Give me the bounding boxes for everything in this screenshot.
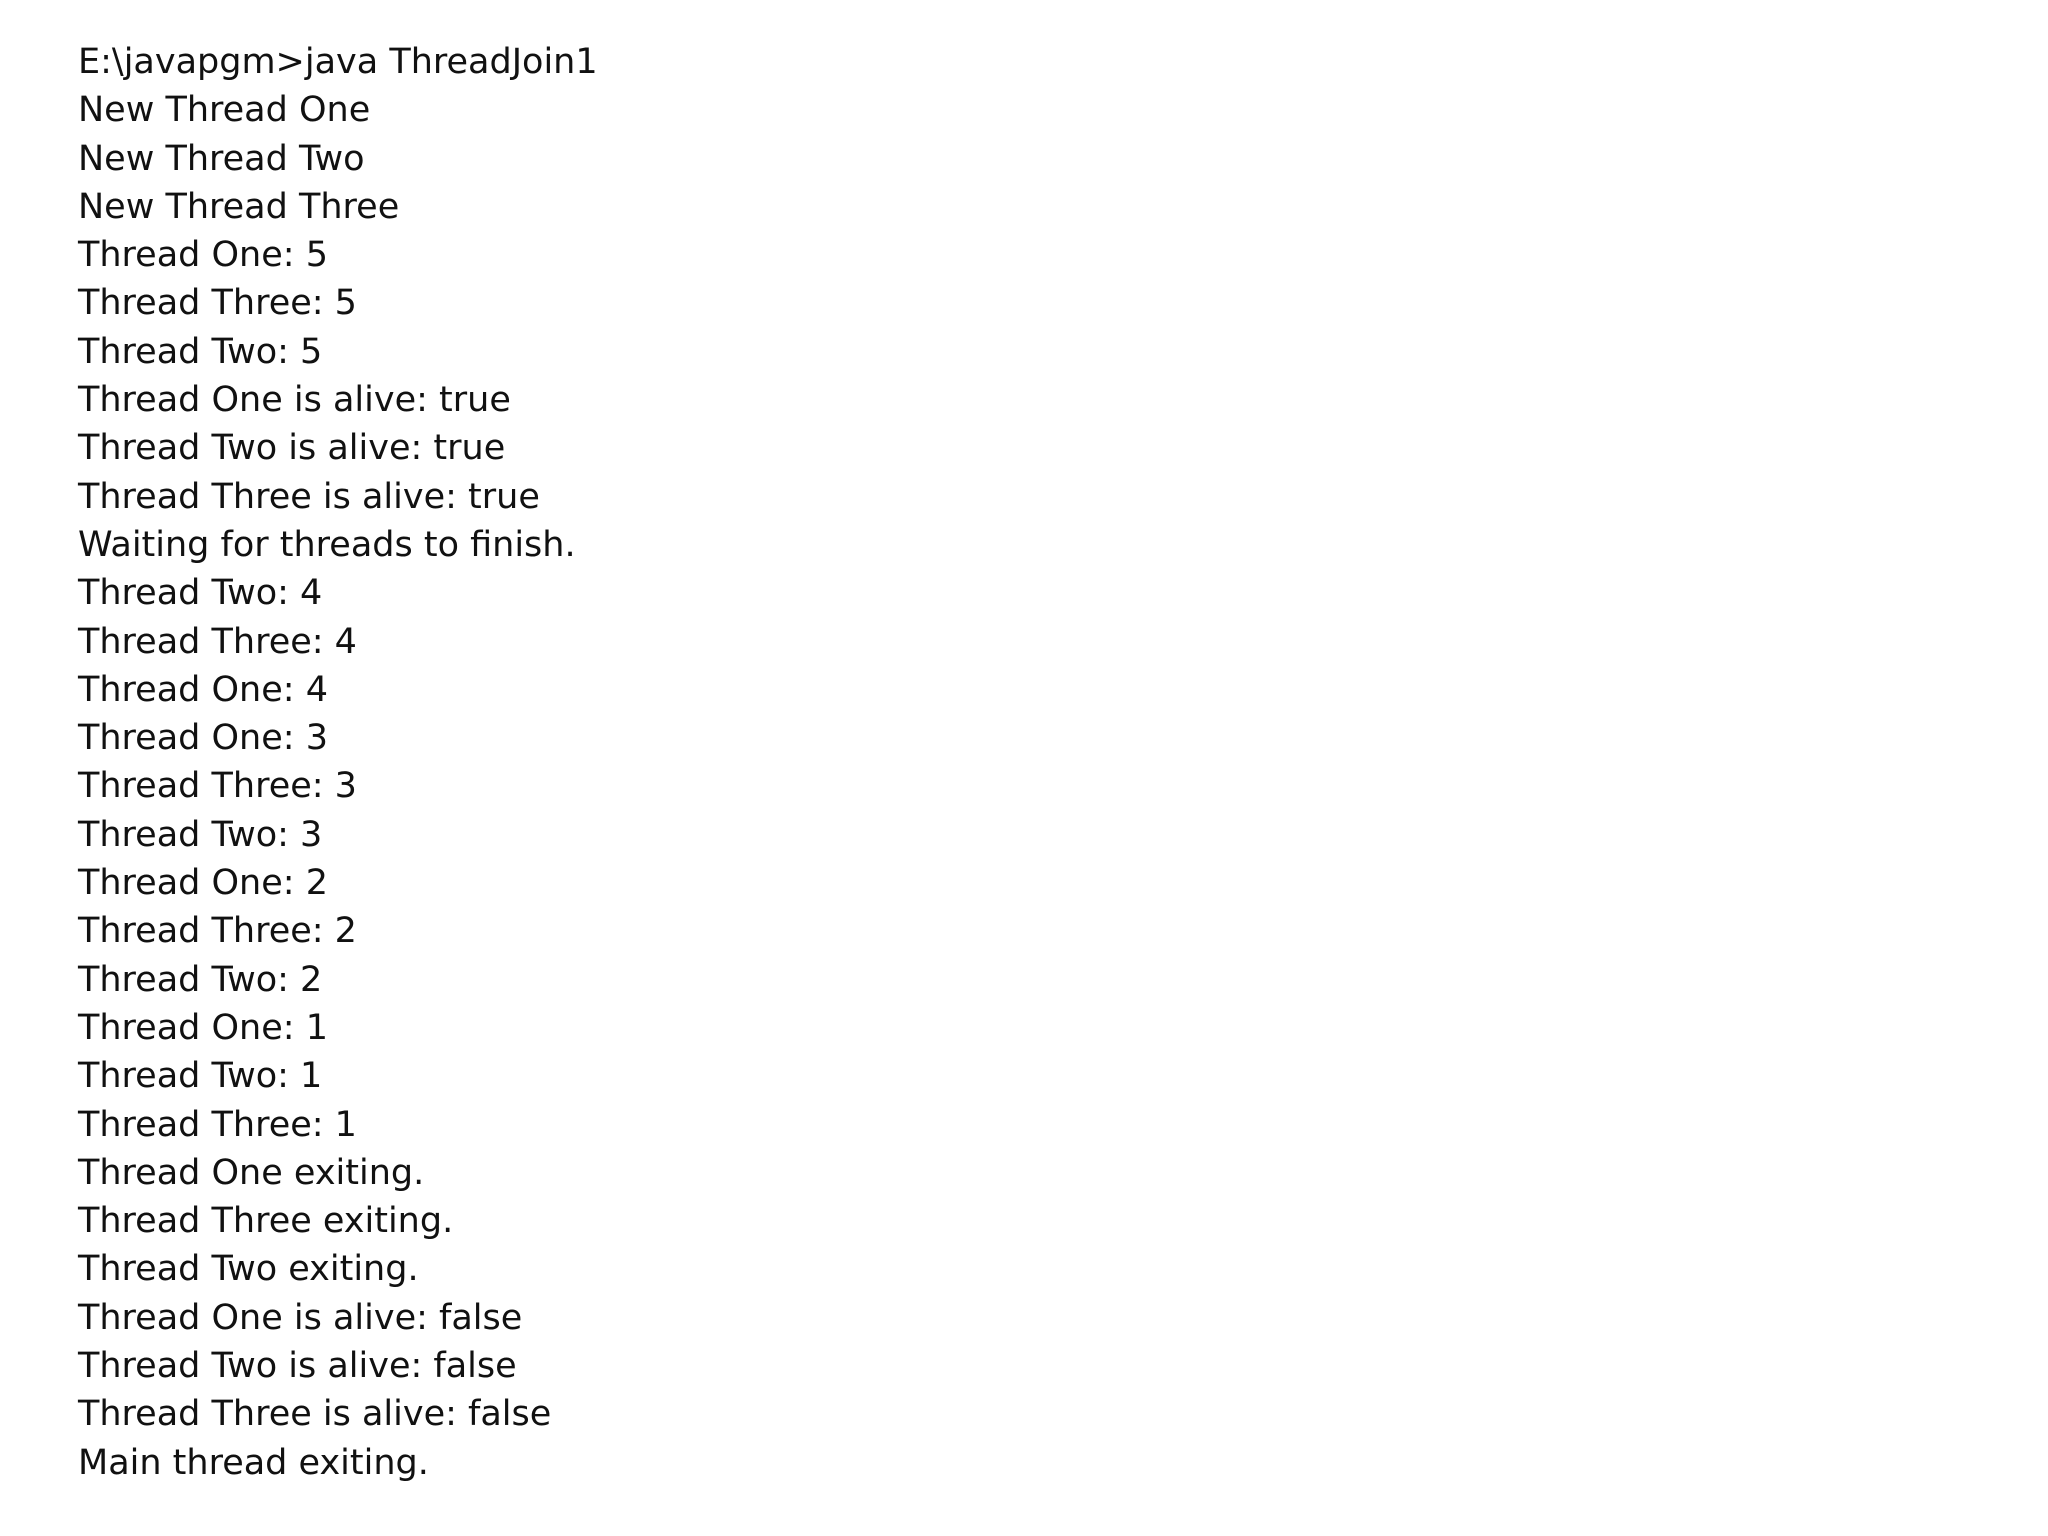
console-line: Thread Three is alive: false xyxy=(78,1394,552,1435)
console-line: Thread Three is alive: true xyxy=(78,476,540,517)
console-line: Thread One is alive: false xyxy=(78,1297,523,1338)
console-line: Thread Three: 1 xyxy=(78,1104,357,1145)
console-line: Thread One: 1 xyxy=(78,1007,328,1048)
console-line: Thread Three: 2 xyxy=(78,911,357,952)
console-line: Thread One: 4 xyxy=(78,669,328,710)
console-line: Thread One: 3 xyxy=(78,718,328,759)
console-line: Thread Two exiting. xyxy=(78,1249,419,1290)
console-line: Thread Two: 3 xyxy=(78,814,323,855)
console-line: Waiting for threads to finish. xyxy=(78,524,576,565)
console-line: Thread Two: 2 xyxy=(78,959,323,1000)
console-line: Thread Three: 3 xyxy=(78,766,357,807)
console-line: Thread Three exiting. xyxy=(78,1201,454,1242)
console-line: Thread Three: 4 xyxy=(78,621,357,662)
console-line: New Thread One xyxy=(78,90,371,131)
console-line: Thread Two: 4 xyxy=(78,573,323,614)
console-line: New Thread Three xyxy=(78,186,400,227)
console-line: Thread One: 2 xyxy=(78,863,328,904)
console-line: New Thread Two xyxy=(78,138,365,179)
console-output xyxy=(78,38,598,1487)
console-line: Thread Two: 5 xyxy=(78,331,323,372)
console-line: Thread One is alive: true xyxy=(78,380,511,421)
console-line: Thread Two: 1 xyxy=(78,1056,323,1097)
console-line: Thread Two is alive: true xyxy=(78,428,506,469)
console-line: Thread Two is alive: false xyxy=(78,1346,517,1387)
console-line: Thread One: 5 xyxy=(78,235,328,276)
console-line-command: E:\javapgm>java ThreadJoin1 xyxy=(78,42,598,82)
console-line: Thread Three: 5 xyxy=(78,283,357,324)
console-line: Thread One exiting. xyxy=(78,1152,425,1193)
console-line: Main thread exiting. xyxy=(78,1442,429,1483)
